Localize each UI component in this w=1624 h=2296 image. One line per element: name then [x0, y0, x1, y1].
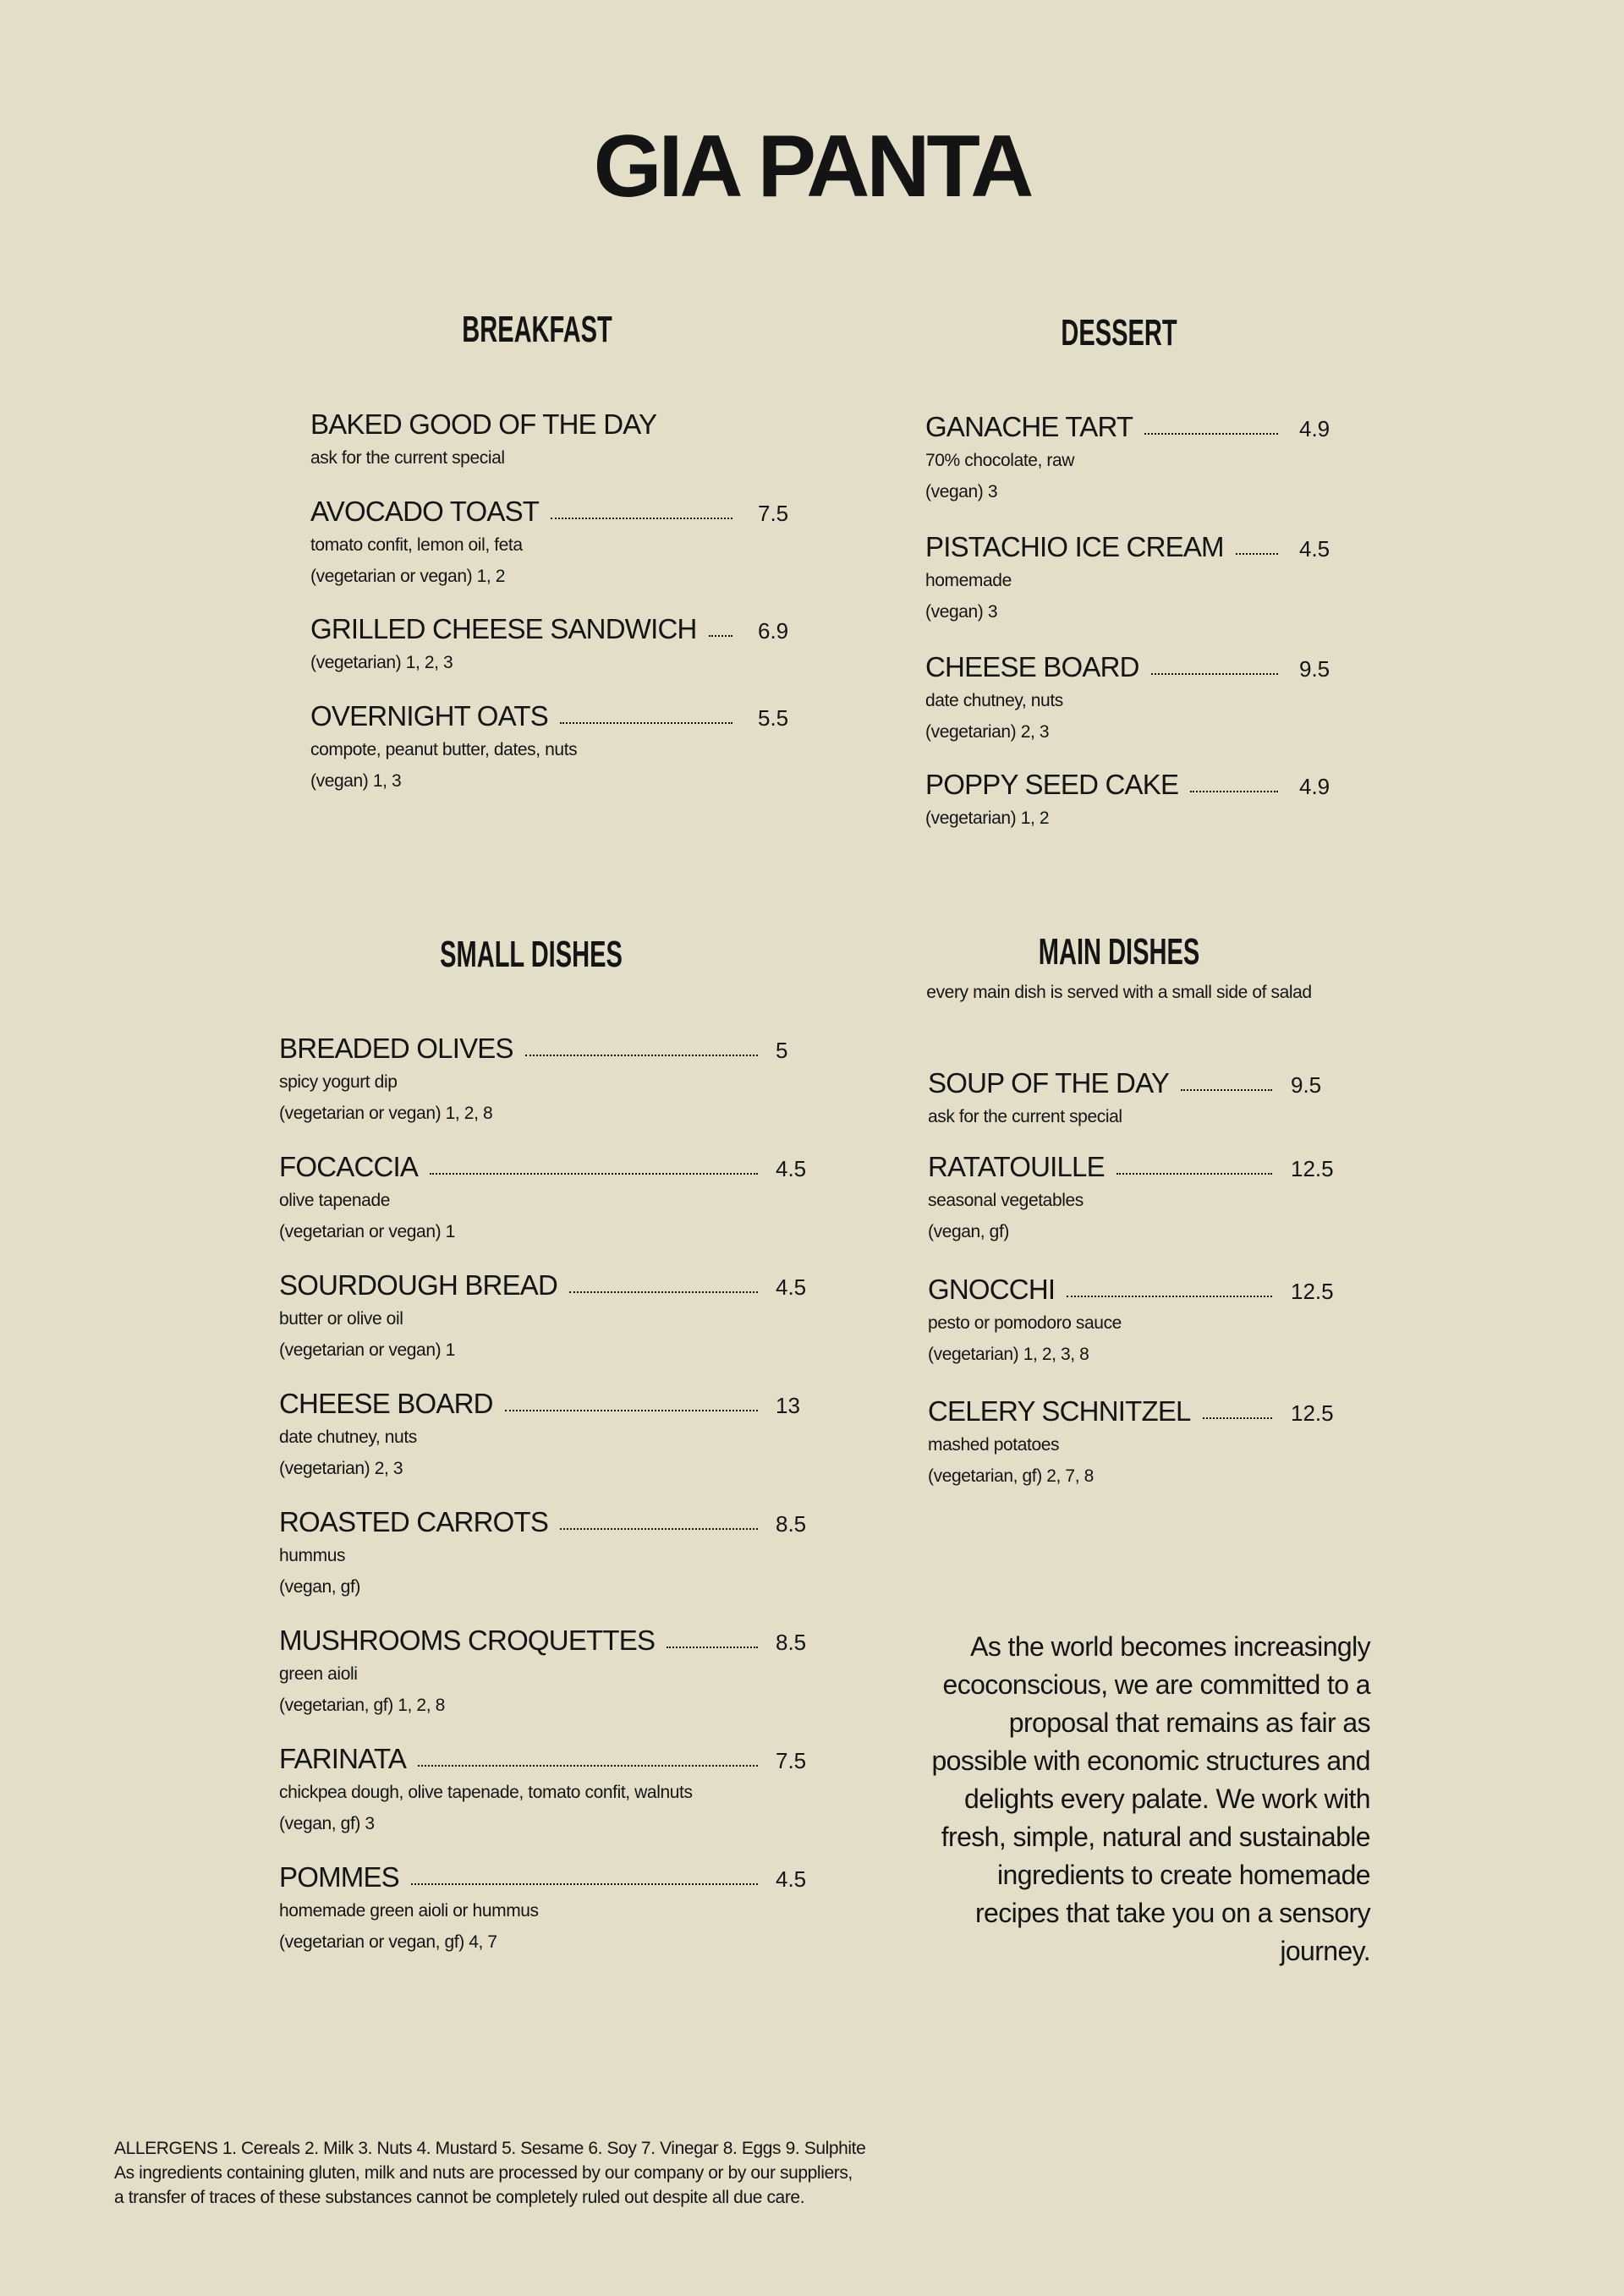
- menu-item-name: CELERY SCHNITZEL: [928, 1395, 1191, 1427]
- menu-item-description-line: (vegetarian) 1, 2: [925, 808, 1050, 828]
- menu-item-name: GRILLED CHEESE SANDWICH: [310, 613, 697, 644]
- menu-item-description-line: (vegetarian, gf) 1, 2, 8: [279, 1696, 445, 1715]
- menu-item-description-line: (vegan, gf): [279, 1577, 360, 1597]
- menu-item-row: [928, 1397, 1347, 1425]
- menu-item-name: BREADED OLIVES: [279, 1033, 513, 1064]
- menu-item-price: 12.5: [1291, 1279, 1334, 1304]
- menu-item-description-line: tomato confit, lemon oil, feta: [310, 535, 523, 555]
- menu-item-description: [310, 647, 814, 678]
- menu-item-row: [279, 1508, 831, 1536]
- menu-item-description-line: (vegetarian) 1, 2, 3: [310, 653, 453, 672]
- menu-item-row: [279, 1271, 831, 1299]
- menu-item-row: [310, 497, 814, 525]
- menu-item-description-line: date chutney, nuts: [925, 691, 1063, 710]
- menu-item-description: [279, 1895, 831, 1958]
- menu-item-name: CHEESE BOARD: [925, 651, 1139, 682]
- menu-item-row: [279, 1745, 831, 1773]
- menu-item-description-line: 70% chocolate, raw: [925, 451, 1075, 470]
- menu-item-price: 4.9: [1299, 416, 1330, 441]
- dotted-leader: [430, 1173, 758, 1175]
- menu-item-description: [279, 1185, 831, 1247]
- menu-item-price: 4.5: [776, 1156, 807, 1181]
- menu-item-row: [925, 413, 1355, 441]
- dotted-leader: [411, 1883, 758, 1885]
- menu-item-name: CHEESE BOARD: [279, 1388, 493, 1419]
- menu-item-row: [928, 1069, 1347, 1097]
- menu-item-description-line: (vegetarian or vegan, gf) 4, 7: [279, 1932, 497, 1952]
- menu-item-name: BAKED GOOD OF THE DAY: [310, 408, 657, 440]
- dotted-leader: [569, 1291, 758, 1293]
- menu-item-description: [928, 1101, 1347, 1132]
- menu-item-row: [925, 533, 1355, 561]
- menu-item-price: 4.5: [1299, 536, 1330, 562]
- menu-item-description-line: homemade green aioli or hummus: [279, 1901, 539, 1921]
- dotted-leader: [1236, 553, 1278, 555]
- menu-item-name: MUSHROOMS CROQUETTES: [279, 1625, 656, 1656]
- menu-item-price: 8.5: [776, 1630, 807, 1655]
- menu-item-description: [310, 734, 814, 797]
- menu-item-description-line: (vegan) 3: [925, 482, 998, 501]
- menu-item-description-line: ask for the current special: [928, 1107, 1122, 1126]
- menu-item-name: FARINATA: [279, 1743, 407, 1774]
- dotted-leader: [505, 1410, 758, 1411]
- menu-item: [279, 1863, 831, 1958]
- menu-item-description: [925, 685, 1355, 748]
- menu-item-description-line: (vegan, gf): [928, 1222, 1009, 1241]
- menu-item-description-line: butter or olive oil: [279, 1309, 403, 1329]
- menu-item-description-line: compote, peanut butter, dates, nuts: [310, 740, 578, 759]
- menu-item-row: [279, 1626, 831, 1654]
- menu-item: [925, 413, 1355, 507]
- menu-item: [279, 1745, 831, 1839]
- dotted-leader: [560, 722, 732, 724]
- allergens-list: ALLERGENS 1. Cereals 2. Milk 3. Nuts 4. Mustard 5. Sesame 6. Soy 7. Vinegar 8. Eggs 9. Sulphite: [114, 2139, 866, 2158]
- menu-item-description: [928, 1307, 1347, 1370]
- menu-item-description-line: mashed potatoes: [928, 1435, 1060, 1455]
- menu-item-description: [279, 1303, 831, 1366]
- menu-item: [310, 702, 814, 797]
- menu-item-description-line: (vegetarian) 1, 2, 3, 8: [928, 1345, 1089, 1364]
- allergen-footer: [114, 2136, 1045, 2210]
- menu-item-name: RATATOUILLE: [928, 1151, 1105, 1182]
- menu-item-description: [925, 565, 1355, 627]
- menu-item-name: GANACHE TART: [925, 411, 1133, 442]
- menu-item-description-line: (vegan) 3: [925, 602, 998, 622]
- menu-item-row: [279, 1389, 831, 1417]
- menu-item-price: 9.5: [1299, 656, 1330, 682]
- menu-item-description-line: spicy yogurt dip: [279, 1072, 398, 1092]
- menu-item: [279, 1153, 831, 1247]
- menu-item: [925, 770, 1355, 834]
- menu-item-description-line: chickpea dough, olive tapenade, tomato confit, walnuts: [279, 1783, 693, 1802]
- dotted-leader: [667, 1647, 758, 1648]
- menu-item-price: 5.5: [758, 705, 789, 731]
- menu-item-description: [310, 442, 814, 474]
- menu-item-description-line: (vegetarian) 2, 3: [925, 722, 1050, 742]
- menu-item: [928, 1069, 1347, 1132]
- menu-item-price: 4.5: [776, 1866, 807, 1892]
- menu-item-price: 9.5: [1291, 1072, 1322, 1098]
- menu-item-name: AVOCADO TOAST: [310, 496, 540, 527]
- menu-item: [310, 615, 814, 678]
- dotted-leader: [709, 635, 732, 637]
- menu-item-price: 4.5: [776, 1274, 807, 1300]
- menu-item-row: [279, 1863, 831, 1891]
- main-dishes-note: every main dish is served with a small side of salad: [926, 983, 1312, 1002]
- restaurant-name: GIA PANTA: [593, 118, 1031, 216]
- menu-item-name: OVERNIGHT OATS: [310, 700, 548, 732]
- menu-item-description-line: (vegetarian) 2, 3: [279, 1459, 403, 1478]
- menu-item-row: [310, 615, 814, 643]
- menu-item-description-line: (vegetarian, gf) 2, 7, 8: [928, 1466, 1094, 1486]
- menu-item: [928, 1153, 1347, 1247]
- menu-item: [279, 1034, 831, 1129]
- dotted-leader: [1116, 1173, 1272, 1175]
- menu-item: [928, 1275, 1347, 1370]
- menu-item-row: [310, 410, 721, 438]
- disclaimer-line-1: As ingredients containing gluten, milk and nuts are processed by our company or by our suppliers,: [114, 2163, 853, 2183]
- menu-item-description-line: ask for the current special: [310, 448, 505, 468]
- menu-item-price: 4.9: [1299, 774, 1330, 799]
- dotted-leader: [1190, 791, 1278, 792]
- menu-item: [925, 533, 1355, 627]
- breakfast-heading: BREAKFAST: [462, 309, 612, 350]
- dotted-leader: [1151, 673, 1278, 675]
- menu-item-price: 5: [776, 1038, 788, 1063]
- small-dishes-heading: SMALL DISHES: [440, 934, 623, 975]
- sustainability-statement: As the world becomes increasingly ecoconscious, we are committed to a proposal that remains as fair as possible with economic structures and delights every palate. We work with fresh, simple, natural and sustainable ingredients to create homemade recipes that take you on a sensory journey.: [931, 1631, 1370, 1966]
- menu-item: [279, 1271, 831, 1366]
- menu-item-description-line: (vegetarian or vegan) 1: [279, 1340, 455, 1360]
- menu-item-description-line: homemade: [925, 571, 1012, 590]
- dotted-leader: [1067, 1296, 1272, 1297]
- menu-item-description: [310, 529, 814, 592]
- menu-item-description-line: green aioli: [279, 1664, 358, 1684]
- menu-item-description: [928, 1185, 1347, 1247]
- menu-item-description: [928, 1429, 1347, 1492]
- menu-item-description-line: (vegetarian or vegan) 1: [279, 1222, 455, 1241]
- menu-item-name: FOCACCIA: [279, 1151, 419, 1182]
- menu-item-row: [310, 702, 814, 730]
- menu-item-description-line: pesto or pomodoro sauce: [928, 1313, 1122, 1333]
- menu-item-description-line: (vegan, gf) 3: [279, 1814, 375, 1833]
- menu-item-description: [279, 1422, 831, 1484]
- menu-item: [310, 497, 814, 592]
- menu-item: [310, 410, 814, 474]
- menu-item-description: [279, 1658, 831, 1721]
- main-dishes-heading: MAIN DISHES: [1038, 931, 1200, 973]
- menu-item-description: [279, 1066, 831, 1129]
- menu-item-name: GNOCCHI: [928, 1274, 1056, 1305]
- menu-item: [279, 1389, 831, 1484]
- menu-item-price: 7.5: [758, 501, 789, 526]
- dotted-leader: [1203, 1417, 1272, 1419]
- dotted-leader: [1144, 433, 1278, 435]
- menu-item-description: [925, 803, 1355, 834]
- menu-item: [928, 1397, 1347, 1492]
- menu-item-description: [279, 1540, 831, 1603]
- menu-item-name: SOURDOUGH BREAD: [279, 1269, 558, 1301]
- menu-item-description-line: (vegetarian or vegan) 1, 2: [310, 567, 506, 586]
- menu-item-description: [925, 445, 1355, 507]
- dotted-leader: [551, 518, 732, 519]
- menu-item-price: 7.5: [776, 1748, 807, 1773]
- menu-item-name: ROASTED CARROTS: [279, 1506, 549, 1537]
- dotted-leader: [525, 1055, 758, 1056]
- menu-item-row: [925, 653, 1355, 681]
- dessert-heading: DESSERT: [1061, 312, 1177, 353]
- menu-item-description-line: olive tapenade: [279, 1191, 391, 1210]
- menu-item-price: 12.5: [1291, 1400, 1334, 1426]
- menu-item-row: [928, 1275, 1347, 1303]
- menu-item-description: [279, 1777, 831, 1839]
- dotted-leader: [560, 1528, 758, 1530]
- menu-item-price: 6.9: [758, 618, 789, 644]
- menu-item-description-line: (vegetarian or vegan) 1, 2, 8: [279, 1104, 493, 1123]
- menu-item-name: PISTACHIO ICE CREAM: [925, 531, 1224, 562]
- menu-item-row: [928, 1153, 1347, 1181]
- menu-item-price: 13: [776, 1393, 800, 1418]
- menu-item-description-line: hummus: [279, 1546, 346, 1565]
- menu-item: [279, 1626, 831, 1721]
- menu-item-description-line: (vegan) 1, 3: [310, 771, 402, 791]
- disclaimer-line-2: a transfer of traces of these substances cannot be completely ruled out despite all due care.: [114, 2188, 805, 2207]
- menu-item-row: [279, 1153, 831, 1181]
- menu-item-price: 12.5: [1291, 1156, 1334, 1181]
- dotted-leader: [418, 1765, 758, 1767]
- menu-item-row: [925, 770, 1355, 798]
- menu-item: [279, 1508, 831, 1603]
- dotted-leader: [1181, 1089, 1272, 1091]
- menu-item-price: 8.5: [776, 1511, 807, 1537]
- menu-item-row: [279, 1034, 831, 1062]
- menu-item-name: POMMES: [279, 1861, 399, 1893]
- menu-item-name: SOUP OF THE DAY: [928, 1067, 1170, 1099]
- menu-item-name: POPPY SEED CAKE: [925, 769, 1179, 800]
- menu-item: [925, 653, 1355, 748]
- menu-item-description-line: seasonal vegetables: [928, 1191, 1084, 1210]
- menu-item-description-line: date chutney, nuts: [279, 1427, 417, 1447]
